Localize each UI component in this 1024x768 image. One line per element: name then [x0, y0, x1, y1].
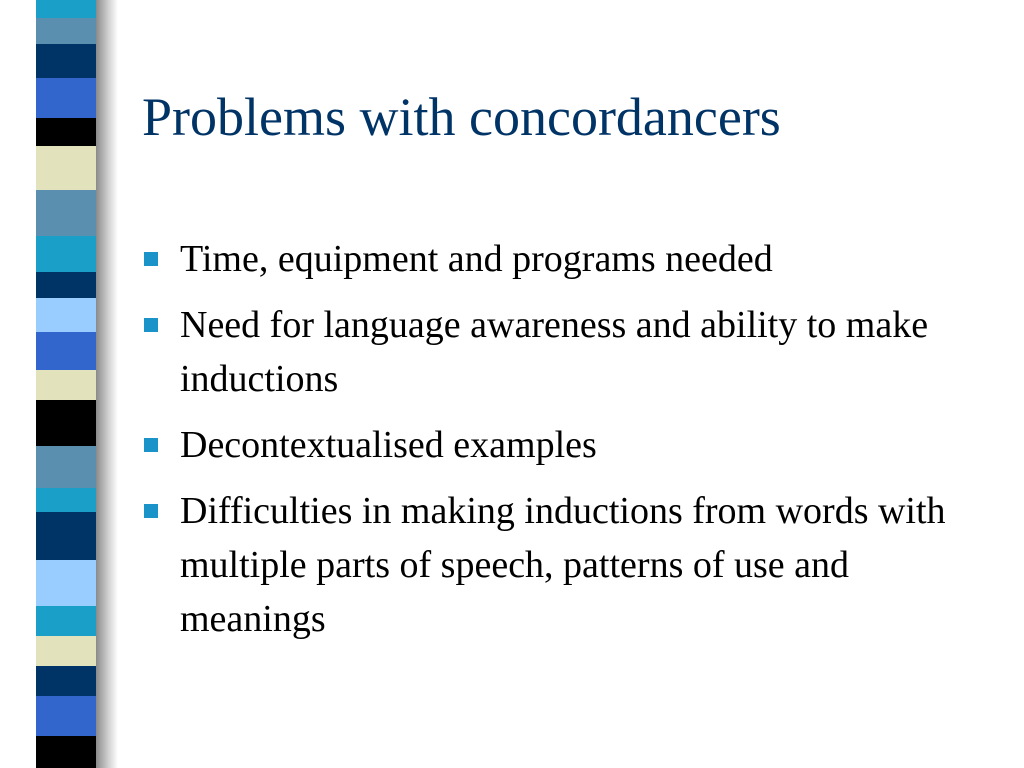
stripe-segment — [36, 512, 96, 560]
bullet-item — [142, 418, 992, 472]
stripe-segment — [36, 666, 96, 696]
stripe-segment — [36, 606, 96, 636]
stripe-segment — [36, 736, 96, 768]
stripe-segment — [36, 332, 96, 370]
stripe-segment — [36, 370, 96, 400]
square-bullet-icon — [144, 318, 158, 332]
bullet-text: Need for language awareness and ability to make inductions — [180, 304, 929, 400]
stripe-segment — [36, 298, 96, 332]
slide-title: Problems with concordancers — [142, 87, 781, 147]
stripe-segment — [36, 636, 96, 666]
stripe-segment — [36, 272, 96, 298]
stripe-segment — [36, 44, 96, 78]
square-bullet-icon — [144, 252, 158, 266]
stripe-segment — [36, 18, 96, 44]
bullet-text: Decontextualised examples — [180, 424, 597, 466]
stripe-segment — [36, 488, 96, 512]
stripe-segment — [36, 146, 96, 190]
bullet-list — [142, 232, 992, 658]
stripe-segment — [36, 446, 96, 488]
bullet-item — [142, 484, 992, 646]
decorative-stripe — [36, 0, 96, 768]
bullet-text: Difficulties in making inductions from words with multiple parts of speech, patterns of use and meanings — [180, 490, 946, 640]
stripe-shadow — [96, 0, 118, 768]
stripe-segment — [36, 78, 96, 118]
stripe-segment — [36, 0, 96, 18]
stripe-segment — [36, 118, 96, 146]
stripe-segment — [36, 696, 96, 736]
square-bullet-icon — [144, 504, 158, 518]
stripe-segment — [36, 236, 96, 272]
bullet-text: Time, equipment and programs needed — [180, 238, 773, 280]
stripe-segment — [36, 400, 96, 446]
stripe-segment — [36, 190, 96, 236]
bullet-item — [142, 232, 992, 286]
stripe-segment — [36, 560, 96, 606]
square-bullet-icon — [144, 438, 158, 452]
bullet-item — [142, 298, 992, 406]
